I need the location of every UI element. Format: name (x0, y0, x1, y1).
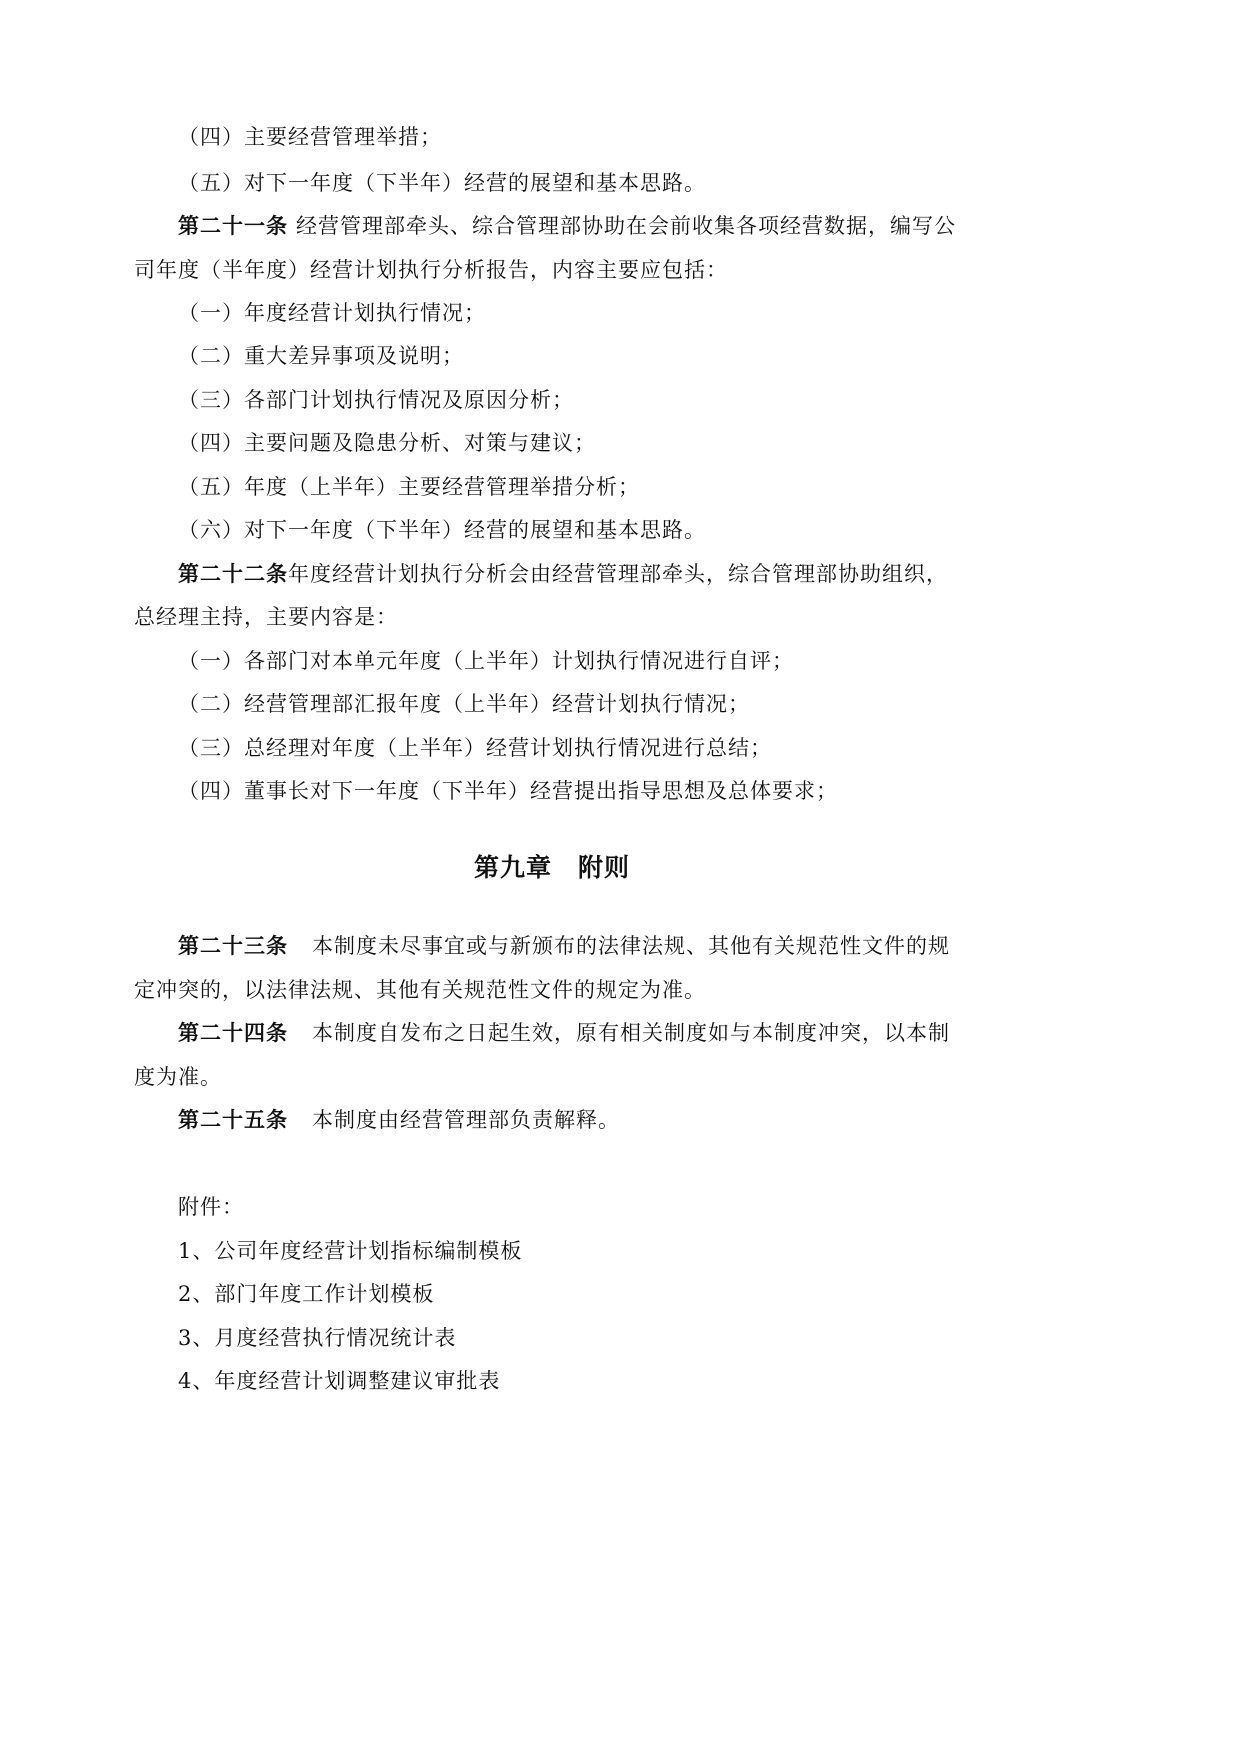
article-text: 经营管理部牵头、综合管理部协助在会前收集各项经营数据，编写公 (296, 214, 956, 238)
article-label: 第二十二条 (178, 562, 288, 586)
attachments-heading: 附件： (178, 1195, 244, 1219)
list-item: （三）总经理对年度（上半年）经营计划执行情况进行总结； (178, 736, 772, 760)
list-item: （一）各部门对本单元年度（上半年）计划执行情况进行自评； (178, 649, 794, 673)
chapter-title: 第九章 附则 (473, 853, 630, 882)
list-item: （二）经营管理部汇报年度（上半年）经营计划执行情况； (178, 692, 750, 716)
list-item: （一）年度经营计划执行情况； (178, 301, 486, 325)
article-22-line-2: 总经理主持，主要内容是： (134, 605, 398, 629)
list-item: （四）董事长对下一年度（下半年）经营提出指导思想及总体要求； (178, 779, 838, 803)
article-24-line-2: 度为准。 (134, 1065, 222, 1089)
article-label: 第二十四条 (178, 1021, 288, 1045)
list-item: （五）对下一年度（下半年）经营的展望和基本思路。 (178, 171, 706, 195)
list-item: （六）对下一年度（下半年）经营的展望和基本思路。 (178, 518, 706, 542)
article-text: 本制度自发布之日起生效，原有相关制度如与本制度冲突，以本制 (312, 1021, 950, 1045)
list-item: （四）主要问题及隐患分析、对策与建议； (178, 431, 596, 455)
list-item: （五）年度（上半年）主要经营管理举措分析； (178, 475, 640, 499)
list-item: （三）各部门计划执行情况及原因分析； (178, 388, 574, 412)
article-text: 本制度未尽事宜或与新颁布的法律法规、其他有关规范性文件的规 (312, 934, 950, 958)
attachment-item: 1、公司年度经营计划指标编制模板 (178, 1239, 523, 1263)
list-item: （二）重大差异事项及说明； (178, 344, 464, 368)
article-text: 年度经营计划执行分析会由经营管理部牵头，综合管理部协助组织， (288, 562, 948, 586)
article-21-line-1 (178, 214, 956, 238)
attachment-item: 2、部门年度工作计划模板 (178, 1282, 435, 1306)
article-label: 第二十三条 (178, 934, 288, 958)
article-label: 第二十五条 (178, 1108, 288, 1132)
article-24-line-1 (178, 1021, 950, 1045)
attachment-item: 3、月度经营执行情况统计表 (178, 1326, 457, 1350)
article-text: 本制度由经营管理部负责解释。 (312, 1108, 620, 1132)
article-25-line-1 (178, 1108, 620, 1132)
article-21-line-2: 司年度（半年度）经营计划执行分析报告，内容主要应包括： (134, 258, 728, 282)
attachment-item: 4、年度经营计划调整建议审批表 (178, 1369, 501, 1393)
article-label: 第二十一条 (178, 214, 288, 238)
article-23-line-1 (178, 934, 950, 958)
article-22-line-1 (178, 562, 948, 586)
article-23-line-2: 定冲突的，以法律法规、其他有关规范性文件的规定为准。 (134, 978, 706, 1002)
list-item: （四）主要经营管理举措； (178, 125, 442, 149)
